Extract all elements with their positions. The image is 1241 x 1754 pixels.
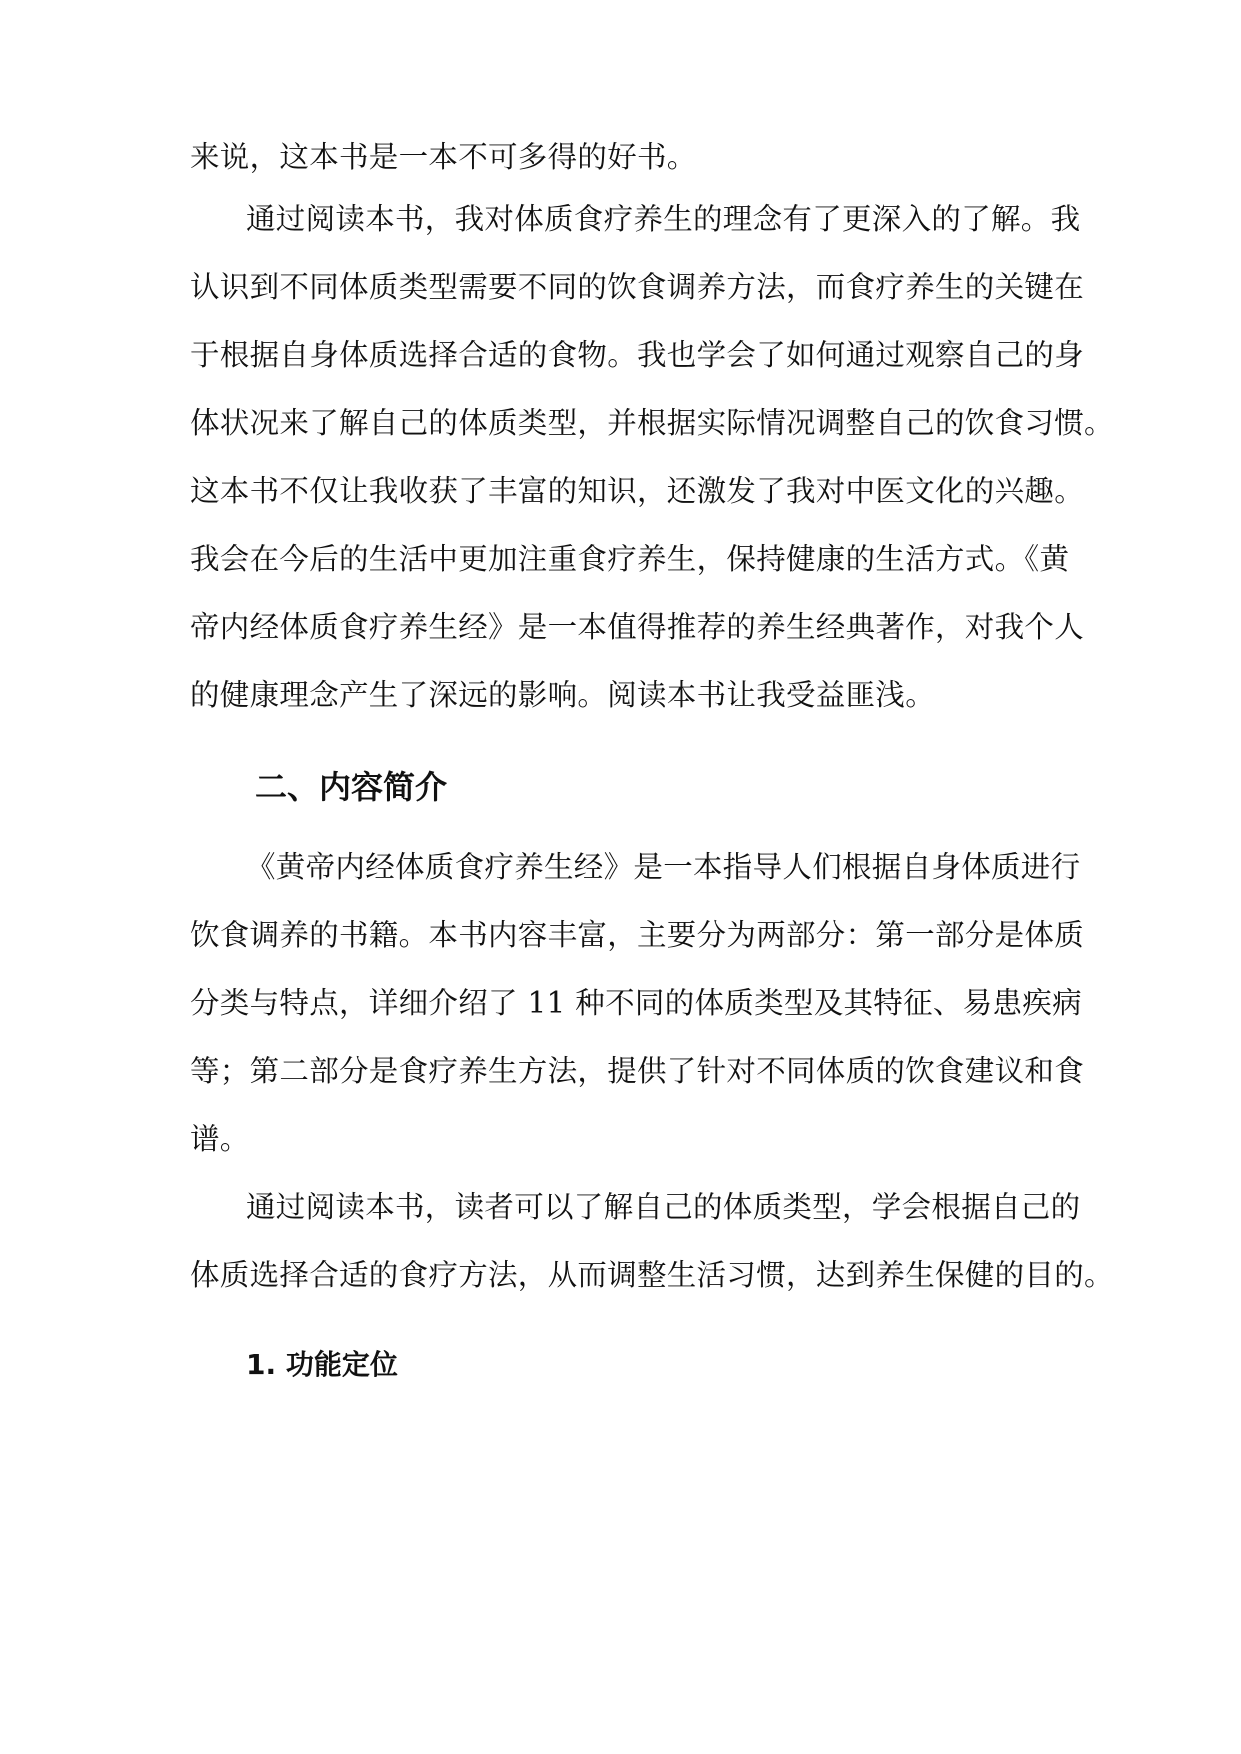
paragraph-line: 通过阅读本书，读者可以了解自己的体质类型，学会根据自己的 xyxy=(246,1190,1081,1224)
paragraph-line: 通过阅读本书，我对体质食疗养生的理念有了更深入的了解。我 xyxy=(246,202,1081,236)
paragraph-line: 我会在今后的生活中更加注重食疗养生，保持健康的生活方式。《黄 xyxy=(190,542,1070,576)
paragraph-line: 体状况来了解自己的体质类型，并根据实际情况调整自己的饮食习惯。 xyxy=(190,406,1114,440)
subsection-heading: 1. 功能定位 xyxy=(246,1348,398,1381)
section-heading: 二、内容简介 xyxy=(255,768,448,806)
paragraph-line: 的健康理念产生了深远的影响。阅读本书让我受益匪浅。 xyxy=(190,678,936,712)
paragraph-line: 于根据自身体质选择合适的食物。我也学会了如何通过观察自己的身 xyxy=(190,338,1085,372)
paragraph-line: 来说，这本书是一本不可多得的好书。 xyxy=(190,140,697,174)
paragraph-line: 分类与特点，详细介绍了 11 种不同的体质类型及其特征、易患疾病 xyxy=(190,986,1082,1020)
paragraph-line: 等；第二部分是食疗养生方法，提供了针对不同体质的饮食建议和食 xyxy=(190,1054,1085,1088)
paragraph-line: 谱。 xyxy=(190,1122,250,1156)
paragraph-line: 饮食调养的书籍。本书内容丰富，主要分为两部分：第一部分是体质 xyxy=(190,918,1085,952)
paragraph-line: 《黄帝内经体质食疗养生经》是一本指导人们根据自身体质进行 xyxy=(246,850,1081,884)
paragraph-line: 认识到不同体质类型需要不同的饮食调养方法，而食疗养生的关键在 xyxy=(190,270,1085,304)
paragraph-line: 这本书不仅让我收获了丰富的知识，还激发了我对中医文化的兴趣。 xyxy=(190,474,1085,508)
paragraph-line: 体质选择合适的食疗方法，从而调整生活习惯，达到养生保健的目的。 xyxy=(190,1258,1114,1292)
paragraph-line: 帝内经体质食疗养生经》是一本值得推荐的养生经典著作，对我个人 xyxy=(190,610,1085,644)
